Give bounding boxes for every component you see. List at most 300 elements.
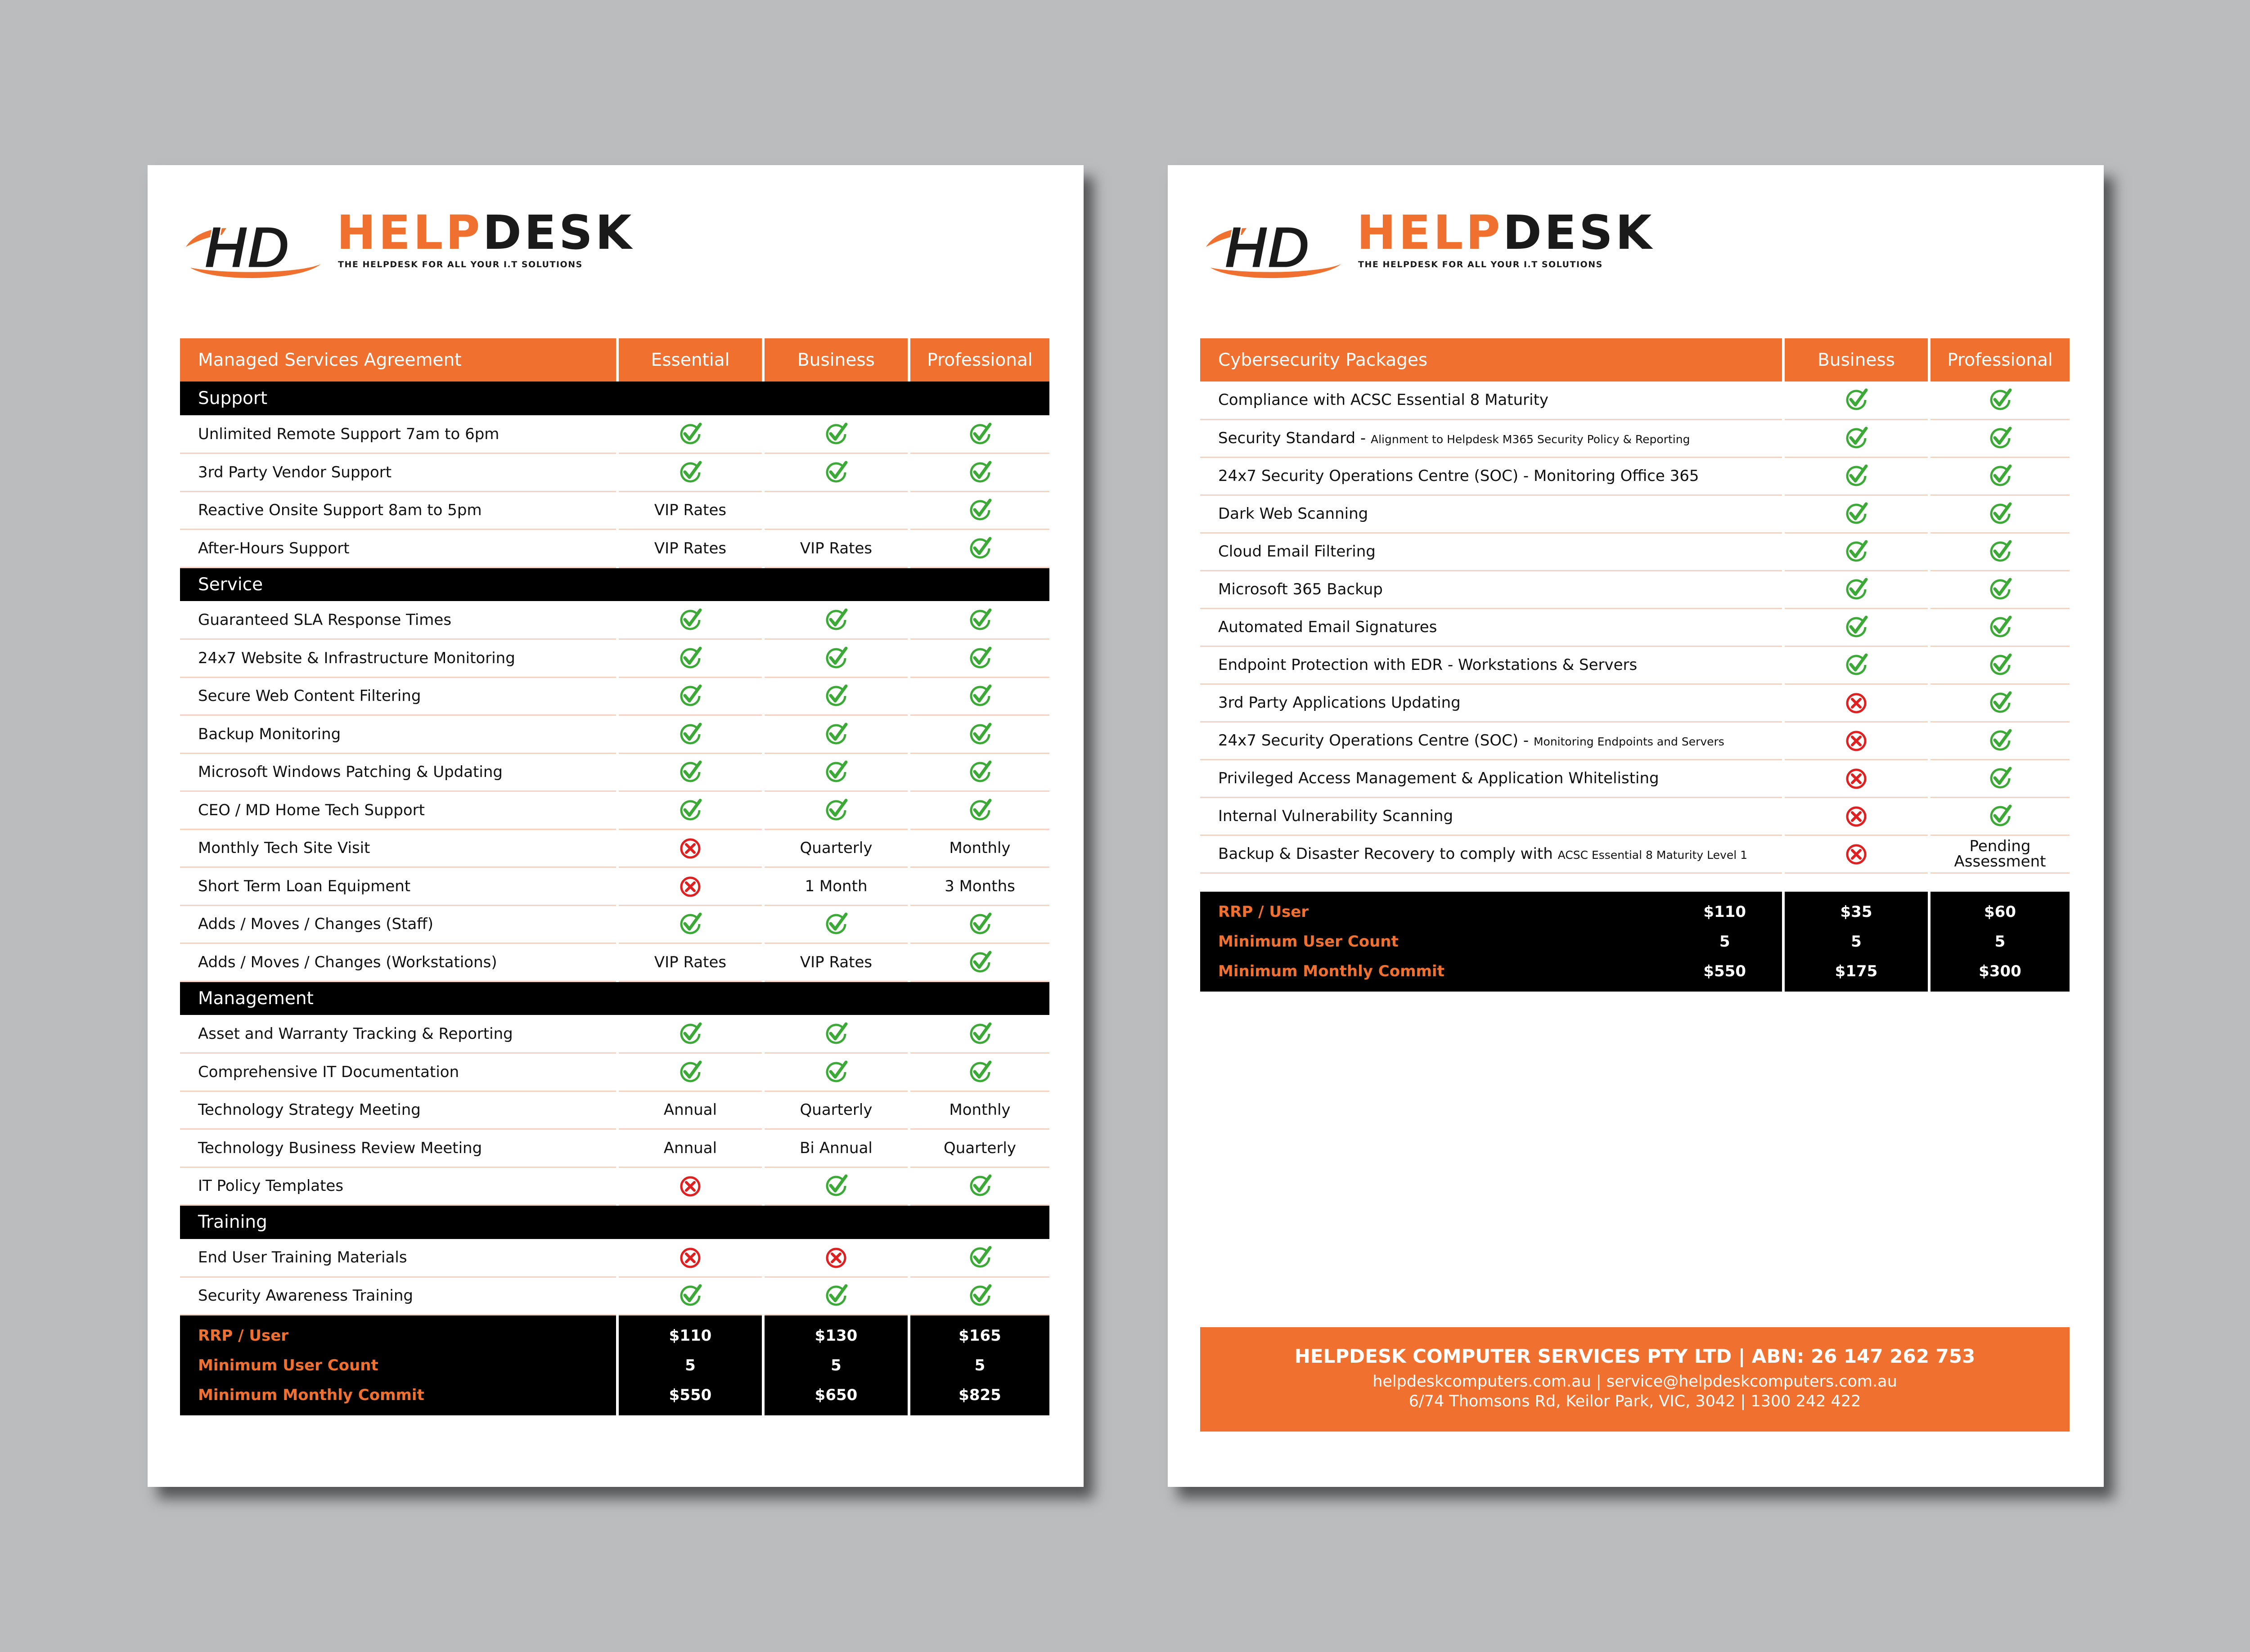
check-icon: [968, 1021, 993, 1046]
pricing-value: $300: [1979, 962, 2021, 980]
feature-label: CEO / MD Home Tech Support: [180, 791, 617, 830]
check-icon: [968, 607, 993, 633]
feature-label: [1200, 759, 1783, 797]
feature-value: [617, 601, 763, 639]
feature-value: [617, 453, 763, 492]
pricing-value: 5: [831, 1356, 842, 1374]
feature-label: After-Hours Support: [180, 530, 617, 568]
table-row: [1200, 722, 2070, 759]
check-icon: [968, 536, 993, 561]
feature-value: VIP Rates: [763, 943, 909, 982]
table-row: [180, 601, 1049, 639]
feature-value: Annual: [617, 1091, 763, 1129]
check-icon: [678, 1021, 703, 1046]
pricing-value: 5: [1994, 933, 2006, 951]
check-icon: [1988, 539, 2013, 564]
feature-value: [909, 1015, 1049, 1053]
cross-icon: [1844, 728, 1869, 753]
pricing-label: RRP / User: [198, 1327, 289, 1345]
cross-icon: [678, 1173, 703, 1199]
brand-tagline: THE HELPDESK FOR ALL YOUR I.T SOLUTIONS: [1358, 260, 1603, 269]
feature-value: Quarterly: [909, 1129, 1049, 1167]
feature-value: [1783, 722, 1929, 759]
pricing-value: $60: [1984, 903, 2016, 921]
svg-text:HD: HD: [204, 215, 290, 280]
check-icon: [1988, 463, 2013, 489]
column-header-business: Business: [1783, 338, 1929, 382]
column-header-essential: Essential: [617, 338, 763, 382]
check-icon: [678, 1059, 703, 1085]
table-row: [180, 639, 1049, 678]
table-row: [180, 1277, 1049, 1315]
check-icon: [824, 422, 849, 447]
check-icon: [968, 722, 993, 747]
table-title: Managed Services Agreement: [180, 338, 617, 382]
check-icon: [968, 1283, 993, 1308]
table-row: [180, 1091, 1049, 1129]
pricing-value: $130: [814, 1327, 858, 1345]
feature-value: [1783, 608, 1929, 646]
section-title: Management: [180, 981, 1049, 1015]
feature-label: [1200, 835, 1783, 873]
table-row: [180, 1129, 1049, 1167]
address-phone: 6/74 Thomsons Rd, Keilor Park, VIC, 3042 | 1300 242 422: [1408, 1392, 1861, 1410]
feature-value: [763, 415, 909, 453]
pricing-value: 5: [1719, 933, 1730, 951]
feature-value: [909, 677, 1049, 715]
table-row: [1200, 533, 2070, 570]
section-header: [180, 567, 1049, 601]
section-title: Training: [180, 1205, 1049, 1239]
pricing-label: RRP / User: [1218, 903, 1309, 921]
table-row: [1200, 646, 2070, 684]
check-icon: [968, 1059, 993, 1085]
check-icon: [1988, 690, 2013, 715]
table-row: [180, 677, 1049, 715]
feature-value: [617, 867, 763, 906]
pricing-value: $550: [1703, 962, 1746, 980]
table-row: [180, 943, 1049, 982]
feature-text: Automated Email Signatures: [1218, 618, 1437, 636]
check-icon: [824, 759, 849, 785]
feature-label: [1200, 646, 1783, 684]
feature-value: [1783, 797, 1929, 835]
pricing-value: $650: [814, 1386, 858, 1404]
feature-value: [617, 715, 763, 754]
table-row: [1200, 797, 2070, 835]
pricing-value: $110: [669, 1327, 712, 1345]
pricing-value: $550: [669, 1386, 712, 1404]
pricing-value: 5: [1851, 933, 1862, 951]
section-title: Support: [180, 382, 1049, 415]
feature-value: [763, 905, 909, 943]
feature-label: Technology Business Review Meeting: [180, 1129, 617, 1167]
check-icon: [1844, 615, 1869, 640]
feature-label: Unlimited Remote Support 7am to 6pm: [180, 415, 617, 453]
feature-value: Quarterly: [763, 829, 909, 867]
cross-icon: [678, 835, 703, 861]
svg-text:HD: HD: [1224, 215, 1310, 280]
check-icon: [1988, 387, 2013, 413]
check-icon: [824, 460, 849, 485]
column-header-business: Business: [763, 338, 909, 382]
feature-value: [1783, 684, 1929, 722]
feature-text: Endpoint Protection with EDR - Workstations & Servers: [1218, 656, 1638, 674]
column-header-professional: Professional: [1929, 338, 2070, 382]
feature-label: [1200, 419, 1783, 457]
cross-icon: [1844, 804, 1869, 829]
feature-value: [763, 1239, 909, 1277]
check-icon: [824, 1173, 849, 1199]
feature-value: [617, 1167, 763, 1205]
table-row: [180, 415, 1049, 453]
check-icon: [1988, 501, 2013, 526]
check-icon: [678, 911, 703, 937]
contact-footer: [1200, 1327, 2070, 1432]
feature-note: Monitoring Endpoints and Servers: [1533, 735, 1724, 748]
feature-value: [909, 639, 1049, 678]
table-row: [180, 791, 1049, 830]
table-header: [180, 338, 1049, 382]
feature-value: [763, 791, 909, 830]
check-icon: [968, 1173, 993, 1199]
table-row: [1200, 495, 2070, 533]
feature-label: [1200, 533, 1783, 570]
feature-label: Backup Monitoring: [180, 715, 617, 754]
feature-value: [909, 415, 1049, 453]
table-row: [180, 829, 1049, 867]
feature-value: [763, 1277, 909, 1315]
feature-value: [909, 601, 1049, 639]
feature-value: [617, 1053, 763, 1091]
section-header: [180, 1205, 1049, 1239]
check-icon: [1988, 615, 2013, 640]
section-header: [180, 981, 1049, 1015]
check-icon: [1844, 539, 1869, 564]
feature-value: [617, 1015, 763, 1053]
table-row: [180, 1015, 1049, 1053]
helpdesk-logo: [186, 205, 634, 282]
check-icon: [1988, 804, 2013, 829]
check-icon: [824, 646, 849, 671]
feature-label: Reactive Onsite Support 8am to 5pm: [180, 491, 617, 530]
feature-value: [763, 639, 909, 678]
check-icon: [1988, 652, 2013, 678]
table-row: [180, 715, 1049, 754]
feature-label: [1200, 457, 1783, 495]
check-icon: [1844, 387, 1869, 413]
feature-value: Bi Annual: [763, 1129, 909, 1167]
table-row: [180, 1239, 1049, 1277]
managed-services-table: [180, 338, 1049, 1415]
pricing-column-essential: [1703, 897, 1746, 986]
feature-value: [763, 491, 909, 530]
check-icon: [1988, 728, 2013, 753]
feature-value: [909, 1167, 1049, 1205]
company-details: HELPDESK COMPUTER SERVICES PTY LTD | ABN: 26 147 262 753: [1294, 1345, 1976, 1367]
pricing-column: [763, 1315, 909, 1416]
feature-value: [1929, 382, 2070, 419]
feature-value: [617, 791, 763, 830]
feature-value: [1929, 608, 2070, 646]
feature-value: [909, 753, 1049, 791]
check-icon: [678, 422, 703, 447]
feature-value: [763, 1015, 909, 1053]
feature-text: Cloud Email Filtering: [1218, 543, 1376, 561]
feature-label: Adds / Moves / Changes (Workstations): [180, 943, 617, 982]
pricing-label: Minimum Monthly Commit: [1218, 962, 1444, 980]
table-row: [180, 753, 1049, 791]
cross-icon: [678, 1245, 703, 1270]
feature-value: VIP Rates: [617, 491, 763, 530]
feature-text: Microsoft 365 Backup: [1218, 580, 1383, 598]
feature-label: Security Awareness Training: [180, 1277, 617, 1315]
table-row: [1200, 835, 2070, 873]
table-row: [180, 491, 1049, 530]
table-header: [1200, 338, 2070, 382]
pricing-footer: [1200, 892, 2070, 992]
feature-value: [1929, 457, 2070, 495]
feature-label: [1200, 684, 1783, 722]
feature-value: [763, 715, 909, 754]
feature-value: Quarterly: [763, 1091, 909, 1129]
feature-value: [909, 1277, 1049, 1315]
feature-label: [1200, 570, 1783, 608]
feature-value: [763, 677, 909, 715]
feature-text: 24x7 Security Operations Centre (SOC) - Monitoring Office 365: [1218, 467, 1699, 485]
feature-label: Microsoft Windows Patching & Updating: [180, 753, 617, 791]
check-icon: [1844, 652, 1869, 678]
table-title: Cybersecurity Packages: [1200, 338, 1783, 382]
check-icon: [824, 683, 849, 709]
pricing-value: $175: [1835, 962, 1878, 980]
check-icon: [968, 646, 993, 671]
feature-value: [909, 1239, 1049, 1277]
check-icon: [1988, 426, 2013, 451]
pricing-value: $165: [958, 1327, 1001, 1345]
feature-value: [763, 1053, 909, 1091]
feature-value: VIP Rates: [617, 943, 763, 982]
feature-value: VIP Rates: [617, 530, 763, 568]
helpdesk-logo: [1206, 205, 1655, 282]
check-icon: [968, 422, 993, 447]
feature-text: Security Standard -: [1218, 429, 1371, 447]
feature-value: 3 Months: [909, 867, 1049, 906]
feature-value: [1783, 457, 1929, 495]
feature-value: [1929, 419, 2070, 457]
feature-value: Monthly: [909, 1091, 1049, 1129]
section-header: [180, 382, 1049, 415]
check-icon: [824, 1021, 849, 1046]
table-row: [1200, 382, 2070, 419]
feature-label: [1200, 722, 1783, 759]
table-row: [1200, 759, 2070, 797]
check-icon: [678, 1283, 703, 1308]
feature-value: [1929, 495, 2070, 533]
feature-value: [1929, 797, 2070, 835]
cross-icon: [1844, 841, 1869, 866]
check-icon: [824, 1059, 849, 1085]
feature-label: Short Term Loan Equipment: [180, 867, 617, 906]
feature-text: Dark Web Scanning: [1218, 505, 1368, 523]
feature-label: [1200, 797, 1783, 835]
check-icon: [968, 950, 993, 975]
pricing-label: Minimum User Count: [198, 1356, 378, 1374]
feature-value: [909, 1053, 1049, 1091]
feature-label: Monthly Tech Site Visit: [180, 829, 617, 867]
pricing-value: 5: [974, 1356, 986, 1374]
feature-value: [617, 639, 763, 678]
check-icon: [824, 911, 849, 937]
feature-value: Monthly: [909, 829, 1049, 867]
table-row: [1200, 608, 2070, 646]
feature-text: Privileged Access Management & Application Whitelisting: [1218, 769, 1659, 787]
brand-tagline: THE HELPDESK FOR ALL YOUR I.T SOLUTIONS: [338, 260, 583, 269]
pricing-label: Minimum User Count: [1218, 933, 1399, 951]
feature-value: [909, 943, 1049, 982]
feature-value: [909, 491, 1049, 530]
feature-value: Annual: [617, 1129, 763, 1167]
table-row: [1200, 457, 2070, 495]
section-title: Service: [180, 567, 1049, 601]
feature-value: [763, 601, 909, 639]
feature-label: Asset and Warranty Tracking & Reporting: [180, 1015, 617, 1053]
pricing-column: [1929, 892, 2070, 992]
pricing-value: $35: [1840, 903, 1872, 921]
spacer-row: [1200, 873, 2070, 892]
feature-value: [763, 453, 909, 492]
feature-label: IT Policy Templates: [180, 1167, 617, 1205]
feature-value: [1929, 684, 2070, 722]
feature-value: [617, 829, 763, 867]
feature-value: [1783, 419, 1929, 457]
pricing-value: $825: [958, 1386, 1001, 1404]
table-row: [1200, 570, 2070, 608]
check-icon: [678, 683, 703, 709]
pricing-value: 5: [685, 1356, 696, 1374]
check-icon: [1844, 463, 1869, 489]
check-icon: [1988, 577, 2013, 602]
feature-value: [1783, 646, 1929, 684]
table-row: [180, 867, 1049, 906]
feature-note: Alignment to Helpdesk M365 Security Policy & Reporting: [1371, 433, 1690, 446]
table-row: [180, 1167, 1049, 1205]
check-icon: [678, 460, 703, 485]
table-row: [1200, 419, 2070, 457]
feature-value: [1929, 759, 2070, 797]
feature-value: VIP Rates: [763, 530, 909, 568]
check-icon: [1844, 501, 1869, 526]
cross-icon: [824, 1245, 849, 1270]
feature-note: ACSC Essential 8 Maturity Level 1: [1557, 848, 1748, 862]
hd-logo-mark: [1206, 215, 1350, 282]
column-header-professional: Professional: [909, 338, 1049, 382]
check-icon: [824, 722, 849, 747]
feature-value: [1783, 835, 1929, 873]
page-cybersecurity: [1168, 165, 2104, 1487]
feature-value: [909, 791, 1049, 830]
check-icon: [968, 460, 993, 485]
check-icon: [678, 722, 703, 747]
check-icon: [968, 798, 993, 823]
feature-text: Internal Vulnerability Scanning: [1218, 807, 1454, 825]
check-icon: [1844, 577, 1869, 602]
feature-label: [1200, 495, 1783, 533]
feature-label: Secure Web Content Filtering: [180, 677, 617, 715]
feature-value: [909, 530, 1049, 568]
feature-label: 24x7 Website & Infrastructure Monitoring: [180, 639, 617, 678]
feature-label: Guaranteed SLA Response Times: [180, 601, 617, 639]
feature-value: [1783, 570, 1929, 608]
cybersecurity-table: [1200, 338, 2070, 992]
feature-value: [1929, 722, 2070, 759]
feature-value: [909, 715, 1049, 754]
hd-logo-mark: [186, 215, 330, 282]
check-icon: [1844, 426, 1869, 451]
feature-value: [1783, 533, 1929, 570]
check-icon: [968, 759, 993, 785]
feature-value: [617, 753, 763, 791]
brand-name: HELPDESK: [337, 205, 634, 260]
feature-value: [1783, 495, 1929, 533]
feature-value: [1783, 382, 1929, 419]
feature-value: [617, 415, 763, 453]
pricing-label: Minimum Monthly Commit: [198, 1386, 424, 1404]
feature-text: Compliance with ACSC Essential 8 Maturity: [1218, 391, 1549, 409]
table-row: [180, 530, 1049, 568]
table-row: [180, 453, 1049, 492]
feature-value: [909, 905, 1049, 943]
pricing-column: [617, 1315, 763, 1416]
feature-value: [617, 677, 763, 715]
feature-label: [1200, 382, 1783, 419]
feature-value: [1929, 646, 2070, 684]
feature-label: End User Training Materials: [180, 1239, 617, 1277]
pricing-labels: [180, 1315, 617, 1416]
cross-icon: [1844, 766, 1869, 791]
check-icon: [824, 1283, 849, 1308]
check-icon: [678, 759, 703, 785]
feature-text: 24x7 Security Operations Centre (SOC) -: [1218, 732, 1534, 750]
check-icon: [968, 911, 993, 937]
feature-label: [1200, 608, 1783, 646]
page-managed-services: [148, 165, 1084, 1487]
feature-value: [763, 753, 909, 791]
feature-label: Comprehensive IT Documentation: [180, 1053, 617, 1091]
feature-value: [617, 1277, 763, 1315]
check-icon: [968, 683, 993, 709]
table-row: [1200, 684, 2070, 722]
cross-icon: [1844, 690, 1869, 715]
pricing-column: [1783, 892, 1929, 992]
check-icon: [824, 607, 849, 633]
feature-value: [763, 1167, 909, 1205]
feature-value: [909, 453, 1049, 492]
feature-value: [617, 905, 763, 943]
feature-label: Technology Strategy Meeting: [180, 1091, 617, 1129]
feature-text: Backup & Disaster Recovery to comply with: [1218, 845, 1558, 863]
feature-value: 1 Month: [763, 867, 909, 906]
check-icon: [968, 498, 993, 523]
table-row: [180, 1053, 1049, 1091]
brand-name: HELPDESK: [1357, 205, 1655, 260]
table-row: [180, 905, 1049, 943]
feature-value: [1929, 533, 2070, 570]
feature-value: [1783, 759, 1929, 797]
pricing-labels: [1200, 892, 1783, 992]
check-icon: [824, 798, 849, 823]
check-icon: [968, 1245, 993, 1270]
